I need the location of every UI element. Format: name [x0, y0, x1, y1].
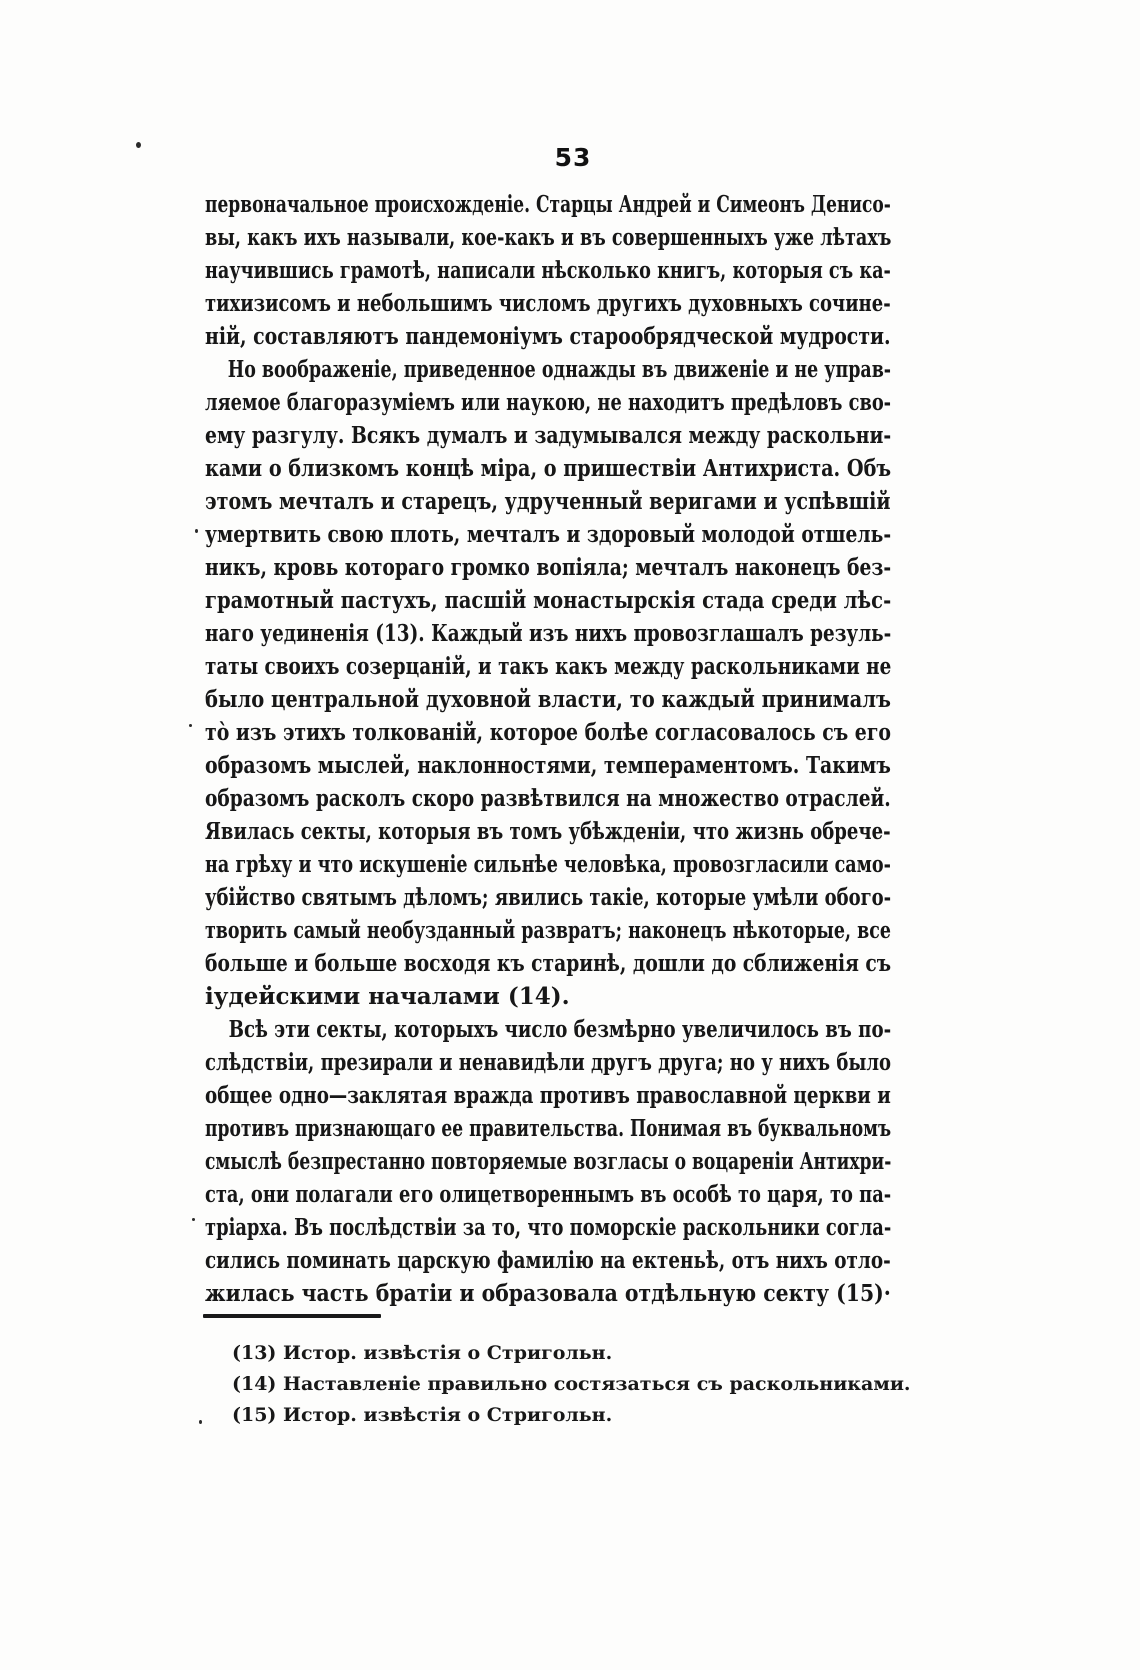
- text-line: на грѣху и что искушеніе сильнѣе человѣка, провозгласили само-: [205, 851, 891, 878]
- text-line: ній, составляютъ пандемоніумъ старообрядческой мудрости.: [205, 323, 891, 350]
- text-line: то̀ изъ этихъ толкованій, которое болѣе согласовалось съ его: [205, 719, 891, 746]
- text-line: научившись грамотѣ, написали нѣсколько книгъ, которыя съ ка-: [205, 257, 891, 284]
- paragraph-2: [205, 353, 891, 1013]
- footnote-separator-rule: [203, 1314, 381, 1318]
- text-line: Всѣ эти секты, которыхъ число безмѣрно увеличилось въ по-: [228, 1016, 892, 1043]
- text-line: этомъ мечталъ и старецъ, удрученный веригами и успѣвшій: [205, 488, 891, 515]
- text-line: таты своихъ созерцаній, и такъ какъ между раскольниками не: [205, 653, 892, 680]
- paragraph-1: [205, 188, 891, 353]
- text-line: смыслѣ безпрестанно повторяемые возгласы о воцареніи Антихри-: [205, 1148, 892, 1175]
- text-line: іудейскими началами (14).: [205, 983, 570, 1010]
- text-line: жилась часть братіи и образовала отдѣльную секту (15)·: [205, 1280, 891, 1307]
- text-line: наго уединенія (13). Каждый изъ нихъ провозглашалъ резуль-: [205, 620, 892, 647]
- text-line: (14) Наставленіе правильно состязаться съ раскольниками.: [232, 1373, 911, 1395]
- text-line: убійство святымъ дѣломъ; явились такіе, которые умѣли обого-: [205, 884, 892, 911]
- text-line: (13) Истор. извѣстія о Стригольн.: [232, 1342, 613, 1364]
- page-number: 53: [554, 143, 592, 172]
- text-line: ляемое благоразуміемъ или наукою, не находитъ предѣловъ сво-: [205, 389, 892, 416]
- paragraph-3: [205, 1013, 891, 1310]
- ink-speck: [189, 724, 192, 727]
- text-line: общее одно—заклятая вражда противъ православной церкви и: [205, 1082, 891, 1109]
- text-line: тихизисомъ и небольшимъ числомъ другихъ духовныхъ сочине-: [205, 290, 891, 317]
- footnotes: [205, 1338, 911, 1431]
- text-line: слѣдствіи, презирали и ненавидѣли другъ друга; но у нихъ было: [205, 1049, 892, 1076]
- text-line: образомъ мыслей, наклонностями, темпераментомъ. Такимъ: [205, 752, 891, 779]
- text-line: сились поминать царскую фамилію на ектеньѣ, отъ нихъ отло-: [205, 1247, 891, 1274]
- ink-speck: [199, 1420, 202, 1424]
- text-line: ему разгулу. Всякъ думалъ и задумывался между раскольни-: [205, 422, 892, 449]
- text-line: умертвить свою плоть, мечталъ и здоровый молодой отшель-: [205, 521, 892, 548]
- text-line: первоначальное происхожденіе. Старцы Андрей и Симеонъ Денисо-: [205, 191, 891, 218]
- text-line: вы, какъ ихъ называли, кое-какъ и въ совершенныхъ уже лѣтахъ: [205, 224, 892, 251]
- text-line: противъ признающаго ее правительства. Понимая въ буквальномъ: [205, 1115, 892, 1142]
- text-line: Явилась секты, которыя въ томъ убѣжденіи, что жизнь обрече-: [205, 818, 891, 845]
- text-line: ста, они полагали его олицетвореннымъ въ особѣ то царя, то па-: [205, 1181, 892, 1208]
- text-line: ками о близкомъ концѣ міра, о пришествіи Антихриста. Объ: [205, 455, 892, 482]
- ink-speck: [195, 529, 198, 533]
- text-line: Но воображеніе, приведенное однажды въ движеніе и не управ-: [227, 356, 892, 383]
- ink-speck: [192, 1218, 195, 1221]
- text-line: (15) Истор. извѣстія о Стригольн.: [232, 1404, 613, 1426]
- text-line: тріарха. Въ послѣдствіи за то, что поморскіе раскольники согла-: [205, 1214, 892, 1241]
- text-line: никъ, кровь котораго громко вопіяла; мечталъ наконецъ без-: [205, 554, 892, 581]
- text-line: образомъ расколъ скоро развѣтвился на множество отраслей.: [205, 785, 891, 812]
- text-line: творить самый необузданный развратъ; наконецъ нѣкоторые, все: [205, 917, 891, 944]
- text-line: грамотный пастухъ, пасшій монастырскія стада среди лѣс-: [205, 587, 892, 614]
- text-line: больше и больше восходя къ старинѣ, дошли до сближенія съ: [205, 950, 892, 977]
- text-line: было центральной духовной власти, то каждый принималъ: [205, 686, 891, 713]
- text-block: [205, 188, 911, 1431]
